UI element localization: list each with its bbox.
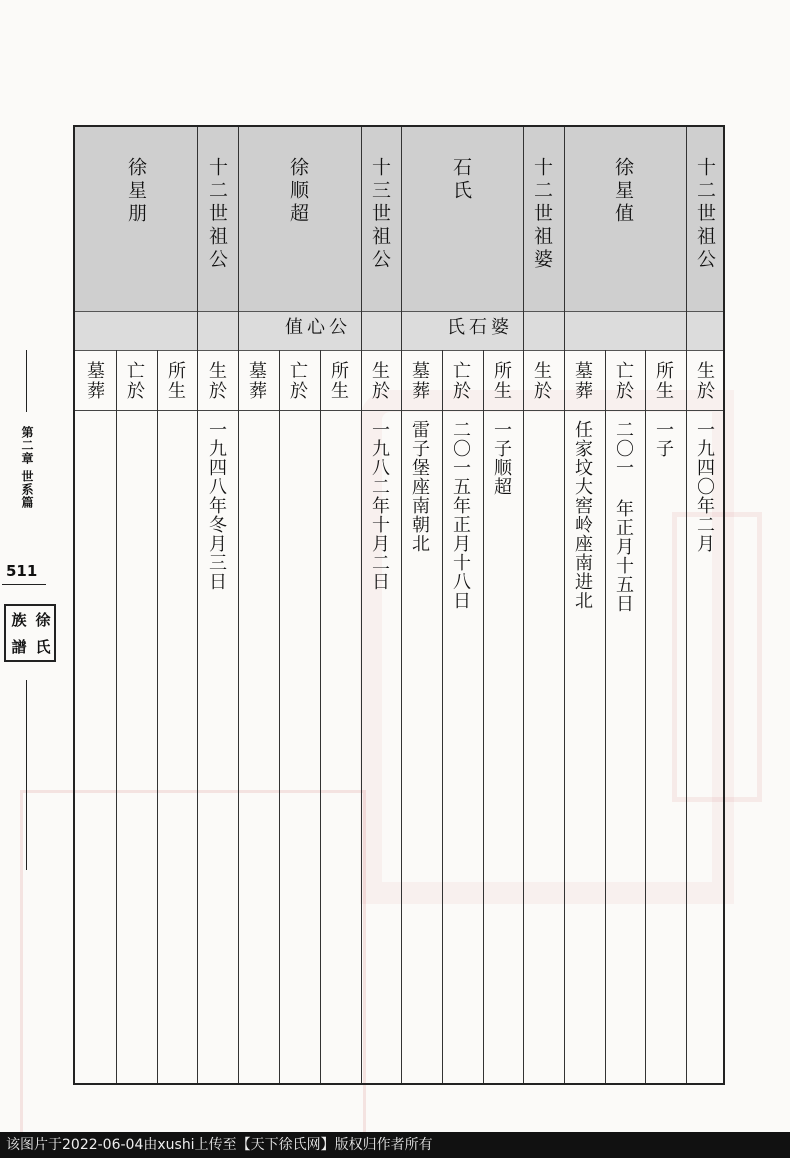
label-children: 所生 <box>491 361 512 401</box>
subheader-label: 值心公 <box>285 317 351 338</box>
subheader-band <box>75 311 723 351</box>
value-children: 一子 <box>653 420 674 458</box>
value-children: 一子顺超 <box>491 420 512 496</box>
grid-line <box>320 350 321 1083</box>
margin-rule-bottom <box>26 680 27 870</box>
stamp-char: 族 <box>9 612 28 627</box>
margin-rule-top <box>26 350 27 412</box>
page-number: 511 <box>6 562 38 580</box>
chapter-title: 第二章 世系篇 <box>20 426 34 510</box>
grid-line <box>523 127 524 1083</box>
grid-line <box>564 127 565 1083</box>
grid-line <box>401 127 402 1083</box>
person-name: 徐星值 <box>612 157 634 226</box>
grid-line <box>483 350 484 1083</box>
grid-line <box>238 127 239 1083</box>
value-birth: 一九四八年冬月三日 <box>206 420 227 591</box>
stamp-char: 譜 <box>9 639 28 654</box>
label-birth: 生於 <box>369 361 390 401</box>
page-number-rule <box>2 584 46 585</box>
label-burial: 墓葬 <box>246 361 267 401</box>
grid-line <box>116 350 117 1083</box>
label-burial: 墓葬 <box>572 361 593 401</box>
label-death: 亡於 <box>613 361 634 401</box>
grid-line <box>645 350 646 1083</box>
value-birth: 一九四〇年二月 <box>694 420 715 553</box>
value-burial: 雷子堡座南朝北 <box>409 420 430 553</box>
generation-header: 十二世祖婆 <box>531 157 553 272</box>
value-death: 二〇一 年正月十五日 <box>613 420 634 613</box>
generation-header: 十三世祖公 <box>369 157 391 272</box>
label-birth: 生於 <box>694 361 715 401</box>
grid-line <box>605 350 606 1083</box>
generation-header: 十二世祖公 <box>694 157 716 272</box>
grid-line <box>279 350 280 1083</box>
grid-line <box>361 127 362 1083</box>
value-death: 二〇一五年正月十八日 <box>450 420 471 610</box>
label-death: 亡於 <box>124 361 145 401</box>
label-birth: 生於 <box>206 361 227 401</box>
person-name: 徐顺超 <box>287 157 309 226</box>
label-children: 所生 <box>165 361 186 401</box>
value-burial: 任家坟大窖岭座南进北 <box>572 420 593 610</box>
subheader-label: 氏石婆 <box>447 317 513 338</box>
upload-credit-banner: 该图片于2022-06-04由xushi上传至【天下徐氏网】版权归作者所有 <box>0 1132 790 1158</box>
label-death: 亡於 <box>287 361 308 401</box>
label-birth: 生於 <box>531 361 552 401</box>
label-death: 亡於 <box>450 361 471 401</box>
label-burial: 墓葬 <box>409 361 430 401</box>
page-margin <box>0 350 60 870</box>
generation-header: 十二世祖公 <box>206 157 228 272</box>
value-birth: 一九八二年十月二日 <box>369 420 390 591</box>
grid-line <box>197 127 198 1083</box>
genealogy-stamp <box>4 604 56 662</box>
label-burial: 墓葬 <box>84 361 105 401</box>
label-children: 所生 <box>328 361 349 401</box>
grid-line <box>157 350 158 1083</box>
stamp-char: 徐 <box>33 612 52 627</box>
person-name: 徐星朋 <box>125 157 147 226</box>
label-children: 所生 <box>653 361 674 401</box>
stamp-char: 氏 <box>33 639 52 654</box>
grid-line <box>686 127 687 1083</box>
grid-line <box>442 350 443 1083</box>
genealogy-table <box>73 125 725 1085</box>
person-name: 石氏 <box>450 157 472 203</box>
